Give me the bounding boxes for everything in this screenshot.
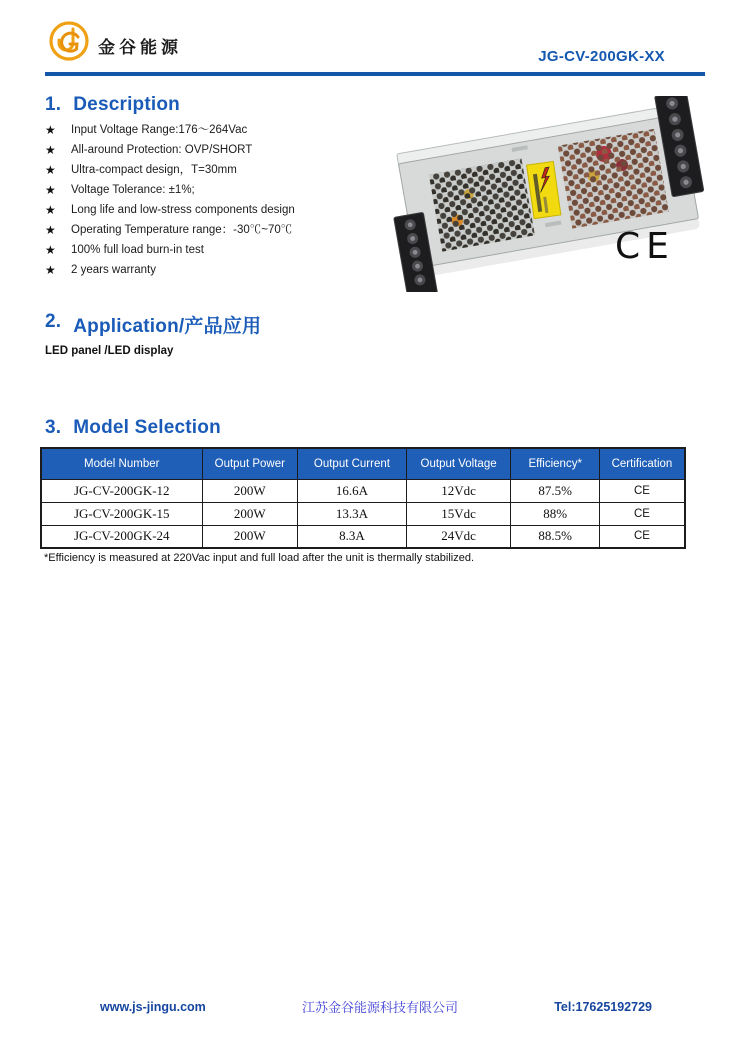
company-name-cn: 金谷能源 [98, 37, 182, 58]
vent-grille-left [429, 158, 535, 251]
star-bullet-icon: ★ [45, 203, 56, 217]
document-code: JG-CV-200GK-XX [538, 48, 665, 65]
table-header-row [41, 448, 685, 479]
product-photo [372, 96, 734, 292]
section-title: Description [73, 94, 180, 115]
cell-output-current: 8.3A [298, 525, 407, 548]
cell-output-voltage: 24Vdc [406, 525, 511, 548]
cell-output-voltage: 15Vdc [406, 502, 511, 525]
star-bullet-icon: ★ [45, 183, 56, 197]
vent-grille-right [558, 129, 669, 229]
bullet-text: Input Voltage Range:176～264Vac [71, 124, 248, 136]
star-bullet-icon: ★ [45, 143, 56, 157]
column-header: Model Number [41, 448, 202, 479]
list-item [45, 164, 375, 177]
star-bullet-icon: ★ [45, 163, 56, 177]
section-title: Model Selection [73, 417, 221, 438]
bullet-text: Voltage Tolerance: ±1%; [71, 184, 195, 196]
cell-output-current: 13.3A [298, 502, 407, 525]
footer-telephone: Tel:17625192729 [554, 999, 652, 1014]
cell-model-number: JG-CV-200GK-24 [41, 525, 202, 548]
application-content: LED panel /LED display [45, 345, 174, 357]
cell-output-voltage: 12Vdc [406, 479, 511, 502]
bullet-text: 100% full load burn-in test [71, 244, 204, 256]
list-item [45, 224, 375, 237]
column-header: Efficiency* [511, 448, 600, 479]
star-bullet-icon: ★ [45, 123, 56, 137]
column-header: Output Current [298, 448, 407, 479]
star-bullet-icon: ★ [45, 263, 56, 277]
cell-efficiency: 88% [511, 502, 600, 525]
bullet-text: Ultra-compact design，T=30mm [71, 164, 237, 176]
table-row [41, 502, 685, 525]
cell-certification: CE [599, 479, 685, 502]
cell-efficiency: 88.5% [511, 525, 600, 548]
cell-certification: CE [599, 502, 685, 525]
column-header: Output Voltage [406, 448, 511, 479]
section-heading-description [45, 94, 180, 116]
ce-mark: CE [615, 226, 675, 267]
list-item [45, 144, 375, 157]
section-number: 1. [45, 94, 62, 115]
list-item [45, 204, 375, 217]
company-logo-icon [48, 20, 90, 62]
section-title: Application/产品应用 [73, 316, 262, 337]
section-number: 3. [45, 417, 62, 438]
cell-output-current: 16.6A [298, 479, 407, 502]
footer-company-name: 江苏金谷能源科技有限公司 [302, 1000, 459, 1015]
brand-header [48, 20, 182, 62]
star-bullet-icon: ★ [45, 243, 56, 257]
star-bullet-icon: ★ [45, 223, 56, 237]
bullet-text: All-around Protection: OVP/SHORT [71, 144, 253, 156]
column-header: Output Power [202, 448, 298, 479]
bullet-text: Operating Temperature range：-30℃~70℃ [71, 224, 293, 236]
description-bullet-list [45, 124, 375, 284]
table-row [41, 525, 685, 548]
bullet-text: 2 years warranty [71, 264, 157, 276]
cell-output-power: 200W [202, 502, 298, 525]
efficiency-footnote: *Efficiency is measured at 220Vac input and full load after the unit is thermally stabilized. [44, 552, 475, 564]
footer-website-link[interactable]: www.js-jingu.com [100, 999, 206, 1014]
page-footer [0, 997, 750, 1016]
section-heading-application [45, 311, 261, 338]
cell-certification: CE [599, 525, 685, 548]
bullet-text: Long life and low-stress components design [71, 204, 295, 216]
list-item [45, 184, 375, 197]
cell-model-number: JG-CV-200GK-15 [41, 502, 202, 525]
section-heading-model-selection [45, 417, 221, 439]
cell-efficiency: 87.5% [511, 479, 600, 502]
table-row [41, 479, 685, 502]
list-item [45, 124, 375, 137]
cell-output-power: 200W [202, 479, 298, 502]
header-divider [45, 72, 705, 76]
cell-model-number: JG-CV-200GK-12 [41, 479, 202, 502]
section-number: 2. [45, 311, 62, 332]
list-item [45, 244, 375, 257]
model-selection-table [40, 447, 686, 549]
list-item [45, 264, 375, 277]
column-header: Certification [599, 448, 685, 479]
cell-output-power: 200W [202, 525, 298, 548]
